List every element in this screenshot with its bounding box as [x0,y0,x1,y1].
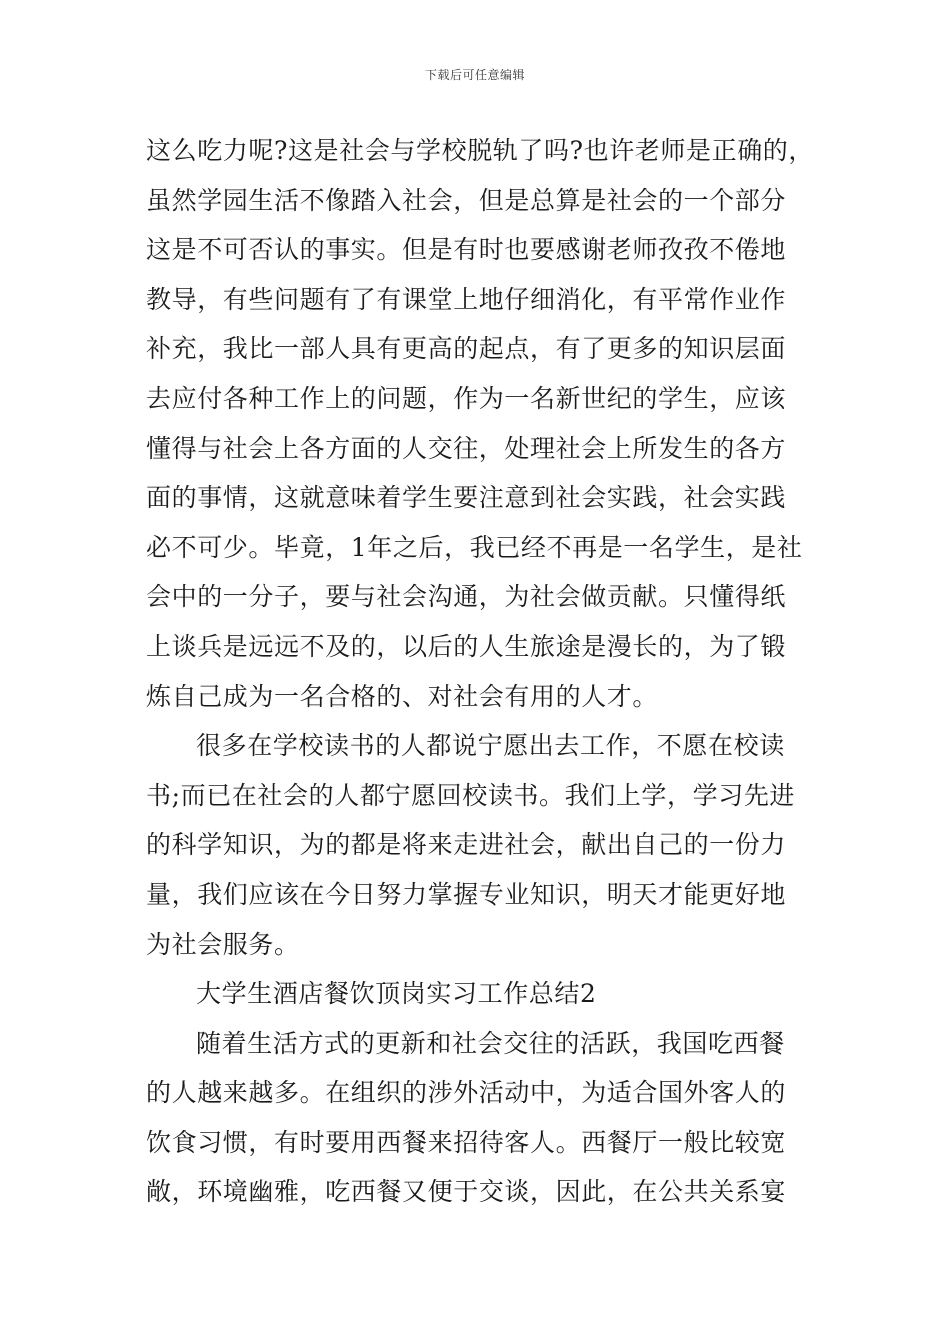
paragraph-start-line: 随着生活方式的更新和社会交往的活跃，我国吃西餐 [196,1028,785,1058]
text-line: 教导，有些问题有了有课堂上地仔细消化，有平常作业作 [146,284,787,314]
text-line: 这是不可否认的事实。但是有时也要感谢老师孜孜不倦地 [146,235,787,265]
text-line: 这么吃力呢?这是社会与学校脱轨了吗?也许老师是正确的， [146,136,815,165]
text-line: 懂得与社会上各方面的人交往，处理社会上所发生的各方 [146,433,787,463]
text-line: 为社会服务。 [146,929,300,959]
text-line: 敞，环境幽雅，吃西餐又便于交谈，因此，在公共关系宴 [146,1177,787,1207]
text-line: 书;而已在社会的人都宁愿回校读书。我们上学，学习先进 [146,780,796,810]
paragraph-start-line: 很多在学校读书的人都说宁愿出去工作，不愿在校读 [196,731,785,761]
text-line: 必不可少。毕竟，1年之后，我已经不再是一名学生，是社 [146,532,803,562]
document-body [146,126,826,1217]
text-line: 的科学知识，为的都是将来走进社会，献出自己的一份力 [146,830,787,860]
text-line: 面的事情，这就意味着学生要注意到社会实践，社会实践 [146,483,787,513]
header-note: 下载后可任意编辑 [424,68,525,82]
text-line: 上谈兵是远远不及的，以后的人生旅途是漫长的，为了锻 [146,631,787,661]
text-line: 炼自己成为一名合格的、对社会有用的人才。 [146,681,659,711]
text-line: 虽然学园生活不像踏入社会，但是总算是社会的一个部分 [146,185,787,215]
text-line: 量，我们应该在今日努力掌握专业知识，明天才能更好地 [146,879,787,909]
text-line: 补充，我比一部人具有更高的起点，有了更多的知识层面 [146,334,787,364]
text-line: 去应付各种工作上的问题，作为一名新世纪的学生，应该 [146,383,787,413]
section-heading: 大学生酒店餐饮顶岗实习工作总结2 [196,979,597,1009]
text-line: 的人越来越多。在组织的涉外活动中，为适合国外客人的 [146,1078,787,1108]
text-line: 会中的一分子，要与社会沟通，为社会做贡献。只懂得纸 [146,582,787,612]
text-line: 饮食习惯，有时要用西餐来招待客人。西餐厅一般比较宽 [146,1127,787,1157]
